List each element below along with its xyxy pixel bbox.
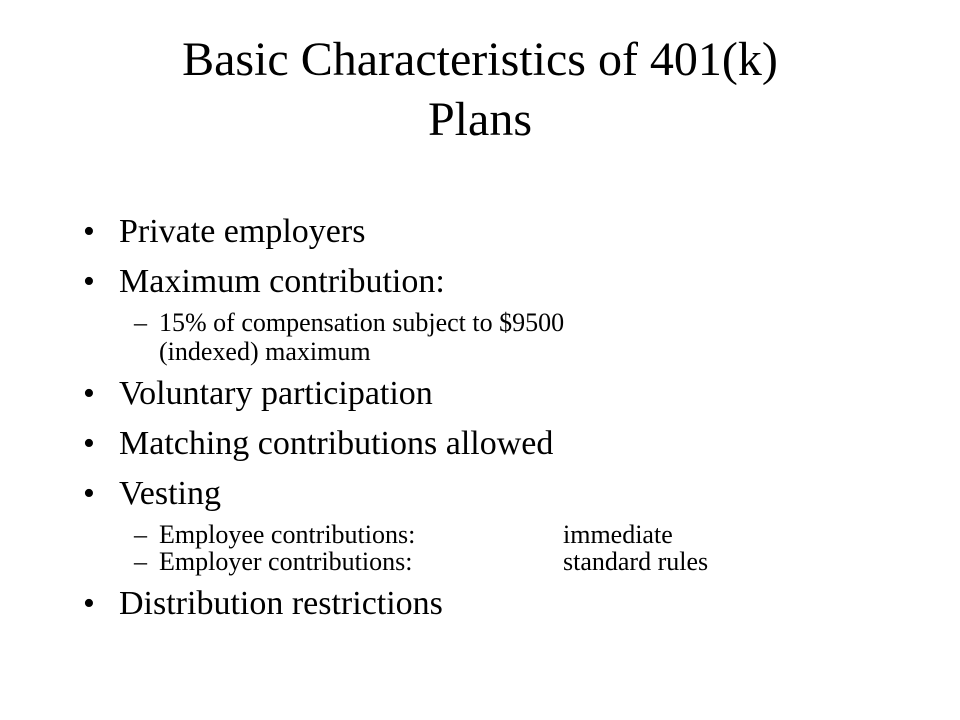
bullet-icon: • [83,263,95,300]
bullet-text: Vesting [119,475,221,512]
sub-item-line-2: (indexed) maximum [159,337,371,366]
slide-title [40,30,920,150]
bullet-text: Distribution restrictions [119,585,443,622]
bullet-icon: • [83,213,95,250]
sub-item-label: Employee contributions: [159,520,416,549]
bullet-text: Maximum contribution: [119,263,445,300]
bullet-icon: • [83,475,95,512]
dash-icon: – [134,308,147,337]
dash-icon: – [134,520,147,549]
bullet-item-distribution-restrictions [83,584,923,624]
bullet-icon: • [83,585,95,622]
title-line-1: Basic Characteristics of 401(k) [182,33,778,86]
bullet-text: Matching contributions allowed [119,425,554,462]
bullet-list [83,212,923,634]
bullet-item-maximum-contribution [83,262,923,302]
bullet-item-matching-contributions [83,424,923,464]
sub-item-line-1: 15% of compensation subject to $9500 [159,308,565,337]
sub-item-employer-vesting [83,547,923,576]
sub-item-employee-vesting [83,520,923,549]
bullet-item-vesting [83,474,923,514]
sub-item-label: Employer contributions: [159,547,413,576]
sub-item-contribution-limit [83,308,923,366]
bullet-icon: • [83,375,95,412]
dash-icon: – [134,547,147,576]
bullet-icon: • [83,425,95,462]
bullet-item-voluntary-participation [83,374,923,414]
sub-item-value: immediate [563,520,673,549]
bullet-text: Voluntary participation [119,375,433,412]
title-line-2: Plans [427,93,532,146]
sub-item-value: standard rules [563,547,709,576]
bullet-item-private-employers [83,212,923,252]
bullet-text: Private employers [119,213,366,250]
